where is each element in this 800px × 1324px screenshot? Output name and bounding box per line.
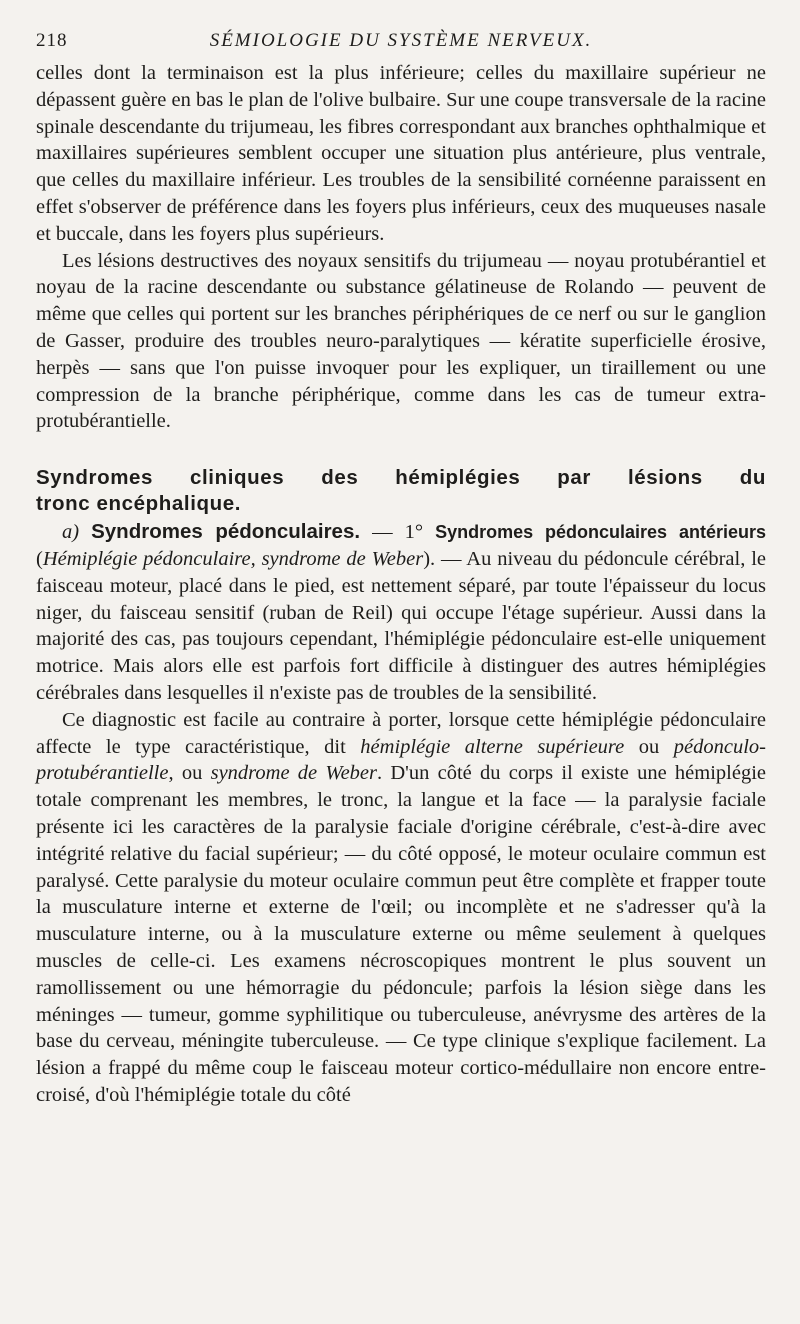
- paren-close: ). —: [423, 547, 467, 570]
- p4-part-e: , ou: [168, 762, 211, 785]
- dash: —: [360, 521, 405, 544]
- subsection-letter: a): [62, 521, 80, 544]
- p4-italic-b: hémiplégie alterne supérieure: [360, 735, 625, 758]
- section-heading: [36, 465, 766, 517]
- p4-italic-d: pédonculo-protubérantielle: [36, 735, 767, 785]
- p4-part-c: ou: [624, 735, 674, 758]
- running-title: SÉMIOLOGIE DU SYSTÈME NERVEUX.: [209, 30, 593, 51]
- paragraph-1: celles dont la terminaison est la plus inférieure; celles du maxillaire supérieur ne dépassent guère en bas le plan de l'olive bulbaire. Sur une coupe transversale de la racine spinale descendante du trijumeau, les fibres correspondant aux branches ophthalmique et maxillaires supérieures semblent occuper une situation plus antérieure, plus ventrale, que celles du maxillaire inférieur. Les troubles de la sensibilité cornéenne paraissent en effet s'observer de préférence dans les foyers plus inférieurs, ceux des muqueuses nasale et buccale, dans les foyers plus supérieurs.: [36, 62, 767, 245]
- section-heading-line-2: tronc encéphalique.: [36, 492, 242, 516]
- page-number: 218: [36, 30, 68, 51]
- running-head: [36, 30, 766, 60]
- paragraph-4: [36, 707, 766, 1109]
- p4-italic-f: syndrome de Weber: [210, 762, 377, 785]
- section-gap: [36, 435, 766, 465]
- paragraph-3: [36, 519, 766, 707]
- paren-open: (: [36, 547, 43, 570]
- section-heading-line-1: Syndromes cliniques des hémiplégies par lésions du: [36, 466, 766, 490]
- p4-part-a: Ce diagnostic est facile au contraire à porter, lorsque cette hémiplégie pédonculaire affecte le type caractéristique, dit: [36, 708, 766, 758]
- paragraph-2: Les lésions destructives des noyaux sensitifs du trijumeau — noyau protubérantiel et noyau de la racine descendante ou substance gélatineuse de Rolando — peuvent de même que celles qui portent sur les branches périphériques de ce nerf ou sur le ganglion de Gasser, produire des troubles neuro-paralytiques — kératite superficielle érosive, herpès — sans que l'on puisse invoquer pour les expliquer, un tiraillement ou une compression de la branche périphérique, comme dans les cas de tumeur extra-protubérantielle.: [36, 249, 766, 433]
- paragraph-3-text: Au niveau du pédoncule cérébral, le faisceau moteur, placé dans le pied, est nettement séparé, par toute l'épaisseur du locus niger, du faisceau sensitif (ruban de Reil) qui occupe l'étage supérieur. Aussi dans la majorité des cas, pas toujours cependant, l'hémiplégie pédonculaire est-elle uniquement motrice. Mais alors elle est parfois fort difficile à distinguer des autres hémiplégies cérébrales dans lesquelles il n'existe pas de troubles de la sensibilité.: [36, 547, 766, 704]
- subsection-heading-2: Syndromes pédonculaires antérieurs: [435, 522, 767, 543]
- p4-part-g: . D'un côté du corps il existe une hémiplégie totale comprenant les membres, le tronc, la langue et la face — la paralysie faciale présente ici les caractères de la paralysie faciale d'origine cérébrale, c'est-à-dire avec intégrité relative du facial supérieur; — du côté opposé, le moteur oculaire commun est paralysé. Cette paralysie du moteur oculaire commun peut être complète et frapper toute la musculature interne et externe de l'œil; ou incomplète et ne s'adresser qu'à la musculature interne, ou à la musculature externe ou même seulement à quelques muscles de celle-ci. Les examens nécroscopiques montrent le plus souvent un ramollissement ou une hémorragie du pédoncule; parfois la lésion siège dans les méninges — tumeur, gomme syphilitique ou tuberculeuse, anévrysme des artères de la base du cerveau, méningite tuberculeuse. — Ce type clinique s'explique facilement. La lésion a frappé du même coup le faisceau moteur cortico-médullaire non encore entre-croisé, d'où l'hémiplégie totale du côté: [36, 762, 766, 1106]
- item-number: 1°: [404, 521, 424, 544]
- italic-term: Hémiplégie pédonculaire, syndrome de Weber: [42, 547, 424, 570]
- subsection-heading: Syndromes pédonculaires.: [91, 520, 361, 544]
